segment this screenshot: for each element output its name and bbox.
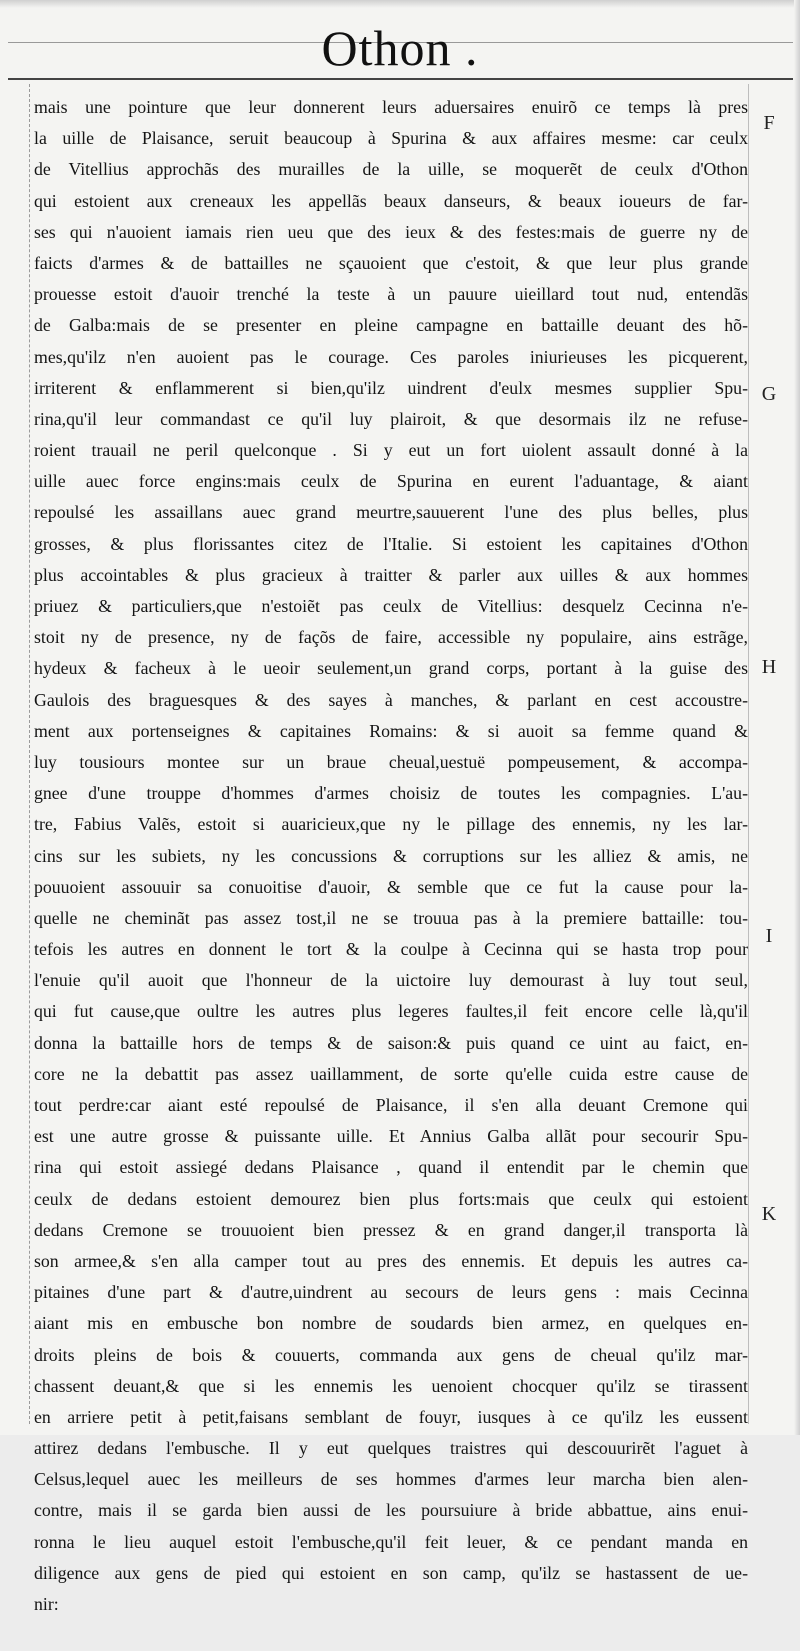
margin-letter-i: I (765, 925, 773, 947)
text-line: core ne la debattit pas assez uaillamment, de sorte qu'elle cuida estre cause de (34, 1063, 748, 1084)
text-line: pitaines d'une part & d'autre,uindrent au secours de leurs gens : mais Cecinna (34, 1282, 748, 1303)
text-line: faicts d'armes & de battailles ne sçauoient que c'estoit, & que leur plus grande (34, 252, 748, 273)
text-line: rina qui estoit assiegé dedans Plaisance , quand il entendit par le chemin que (34, 1157, 748, 1178)
body-text (34, 92, 748, 1651)
text-line: ronna le lieu auquel estoit l'embusche,qu'il feit leuer, & ce pendant manda en (34, 1531, 748, 1552)
margin-letter-g: G (761, 383, 777, 405)
margin-letter-k: K (761, 1203, 777, 1225)
text-frame-right (748, 84, 750, 1424)
text-line: repoulsé les assaillans auec grand meurtre,sauuerent l'une des plus belles, plus (34, 502, 748, 523)
text-line: roient trauail ne peril quelconque . Si y eut un fort uiolent assault donné à la (34, 440, 748, 461)
text-line: en arriere petit à petit,faisans semblant de fouyr, iusques à ce qu'ilz les eussent (34, 1406, 748, 1427)
text-line: aiant mis en embusche bon nombre de soudards bien armez, en quelques en- (34, 1313, 748, 1334)
text-line: contre, mais il se garda bien aussi de les poursuiure à bride abbattue, ains enui- (34, 1500, 748, 1521)
text-line: gnee d'une trouppe d'hommes d'armes choisiz de toutes les compagnies. L'au- (34, 783, 748, 804)
header-rule (8, 78, 793, 80)
text-line: uille auec force engins:mais ceulx de Spurina en eurent l'aduantage, & aiant (34, 471, 748, 492)
text-frame-left (29, 84, 31, 1424)
text-line: prouesse estoit d'auoir trenché la teste à un pauure uieillard tout nud, entendãs (34, 284, 748, 305)
text-line: tefois les autres en donnent le tort & la coulpe à Cecinna qui se hasta trop pour (34, 939, 748, 960)
text-line: attirez dedans l'embusche. Il y eut quelques traistres qui descouurirẽt l'aguet à (34, 1438, 748, 1459)
text-line: tre, Fabius Valẽs, estoit si auaricieux,que ny le pillage des ennemis, ny les lar- (34, 814, 748, 835)
text-line: Gaulois des braguesques & des sayes à manches, & parlant en cest accoustre- (34, 689, 748, 710)
text-line: priuez & particuliers,que n'estoiẽt pas ceulx de Vitellius: desquelz Cecinna n'e- (34, 596, 748, 616)
text-line: chassent deuant,& que si les ennemis les uenoient chocquer qu'ilz se tirassent (34, 1375, 748, 1396)
text-line: ses qui n'auoient iamais rien ueu que des ieux & des festes:mais de guerre ny de (34, 221, 748, 242)
text-line: hydeux & facheux à le ueoir seulement,un grand corps, portant à la guise des (34, 658, 748, 679)
text-line: irriterent & enflammerent si bien,qu'ilz uindrent d'eulx mesmes supplier Spu- (34, 377, 748, 398)
page-title: Othon . (321, 20, 479, 76)
text-line: Celsus,lequel auec les meilleurs de ses hommes d'armes leur marcha bien alen- (34, 1469, 748, 1490)
text-line: ment aux portenseignes & capitaines Romains: & si auoit sa femme quand & (34, 720, 748, 741)
text-line: mais une pointure que leur donnerent leurs aduersaires enuirõ ce temps là pres (34, 97, 748, 117)
text-line: la uille de Plaisance, seruit beaucoup à Spurina & aux affaires mesme: car ceulx (34, 128, 748, 149)
text-line: de Galba:mais de se presenter en pleine campagne en battaille deuant des hõ- (34, 315, 748, 336)
text-line: donna la battaille hors de temps & de saison:& puis quand ce uint au faict, en- (34, 1032, 748, 1053)
text-line: diligence aux gens de pied qui estoient en son camp, qu'ilz se hastassent de ue- (34, 1562, 748, 1583)
text-line: grosses, & plus florissantes citez de l'Italie. Si estoient les capitaines d'Othon (34, 533, 748, 554)
text-line: l'enuie qu'il auoit que l'honneur de la uictoire luy demourast à luy tout seul, (34, 970, 748, 991)
margin-letter-f: F (763, 112, 775, 134)
text-line: droits pleins de bois & couuerts, commanda aux gens de cheual qu'ilz mar- (34, 1344, 748, 1365)
text-line: luy tousiours montee sur un braue cheual,uestuë pompeusement, & accompa- (34, 751, 748, 772)
text-line: dedans Cremone se trouuoient bien pressez & en grand danger,il transporta là (34, 1219, 748, 1240)
catchword (34, 1620, 748, 1651)
text-line: est une autre grosse & puissante uille. Et Annius Galba allãt pour secourir Spu- (34, 1126, 748, 1147)
scan-edge-top (0, 0, 800, 8)
margin-letter-h: H (761, 656, 777, 678)
text-line: qui estoient aux creneaux les appellãs beaux danseurs, & beaux ioueurs de far- (34, 190, 748, 211)
text-line: pouuoient assouuir sa conuoitise d'auoir, & semble que ce fut la cause pour la- (34, 876, 748, 897)
text-line: de Vitellius approchãs des murailles de la uille, se moquerẽt de ceulx d'Othon (34, 159, 748, 180)
text-line: son armee,& s'en alla camper tout au pres des ennemis. Et depuis les autres ca- (34, 1250, 748, 1271)
text-line: qui fut cause,que oultre les autres plus legeres faultes,il feit encore celle là,qu'il (34, 1001, 748, 1022)
text-line: ceulx de dedans estoient demourez bien plus forts:mais que ceulx qui estoient (34, 1188, 748, 1209)
text-line: tout perdre:car aiant esté repoulsé de Plaisance, il s'en alla deuant Cremone qui (34, 1095, 748, 1115)
scan-edge-right (794, 0, 800, 1435)
text-line: mes,qu'ilz n'en auoient pas le courage. Ces paroles iniurieuses les picquerent, (34, 346, 748, 367)
text-line: plus accointables & plus gracieux à traitter & parler aux uilles & aux hommes (34, 564, 748, 585)
text-line: quelle ne cheminãt pas assez tost,il ne se trouua pas à la premiere battaille: tou- (34, 907, 748, 928)
text-line: rina,qu'il leur commandast ce qu'il luy plairoit, & que desormais ilz ne refuse- (34, 408, 748, 429)
text-line: cins sur les subiets, ny les concussions & corruptions sur les alliez & amis, ne (34, 845, 748, 866)
text-line: stoit ny de presence, ny de façõs de faire, accessible ny populaire, ains estrãge, (34, 627, 748, 648)
text-line: nir: (34, 1594, 59, 1614)
